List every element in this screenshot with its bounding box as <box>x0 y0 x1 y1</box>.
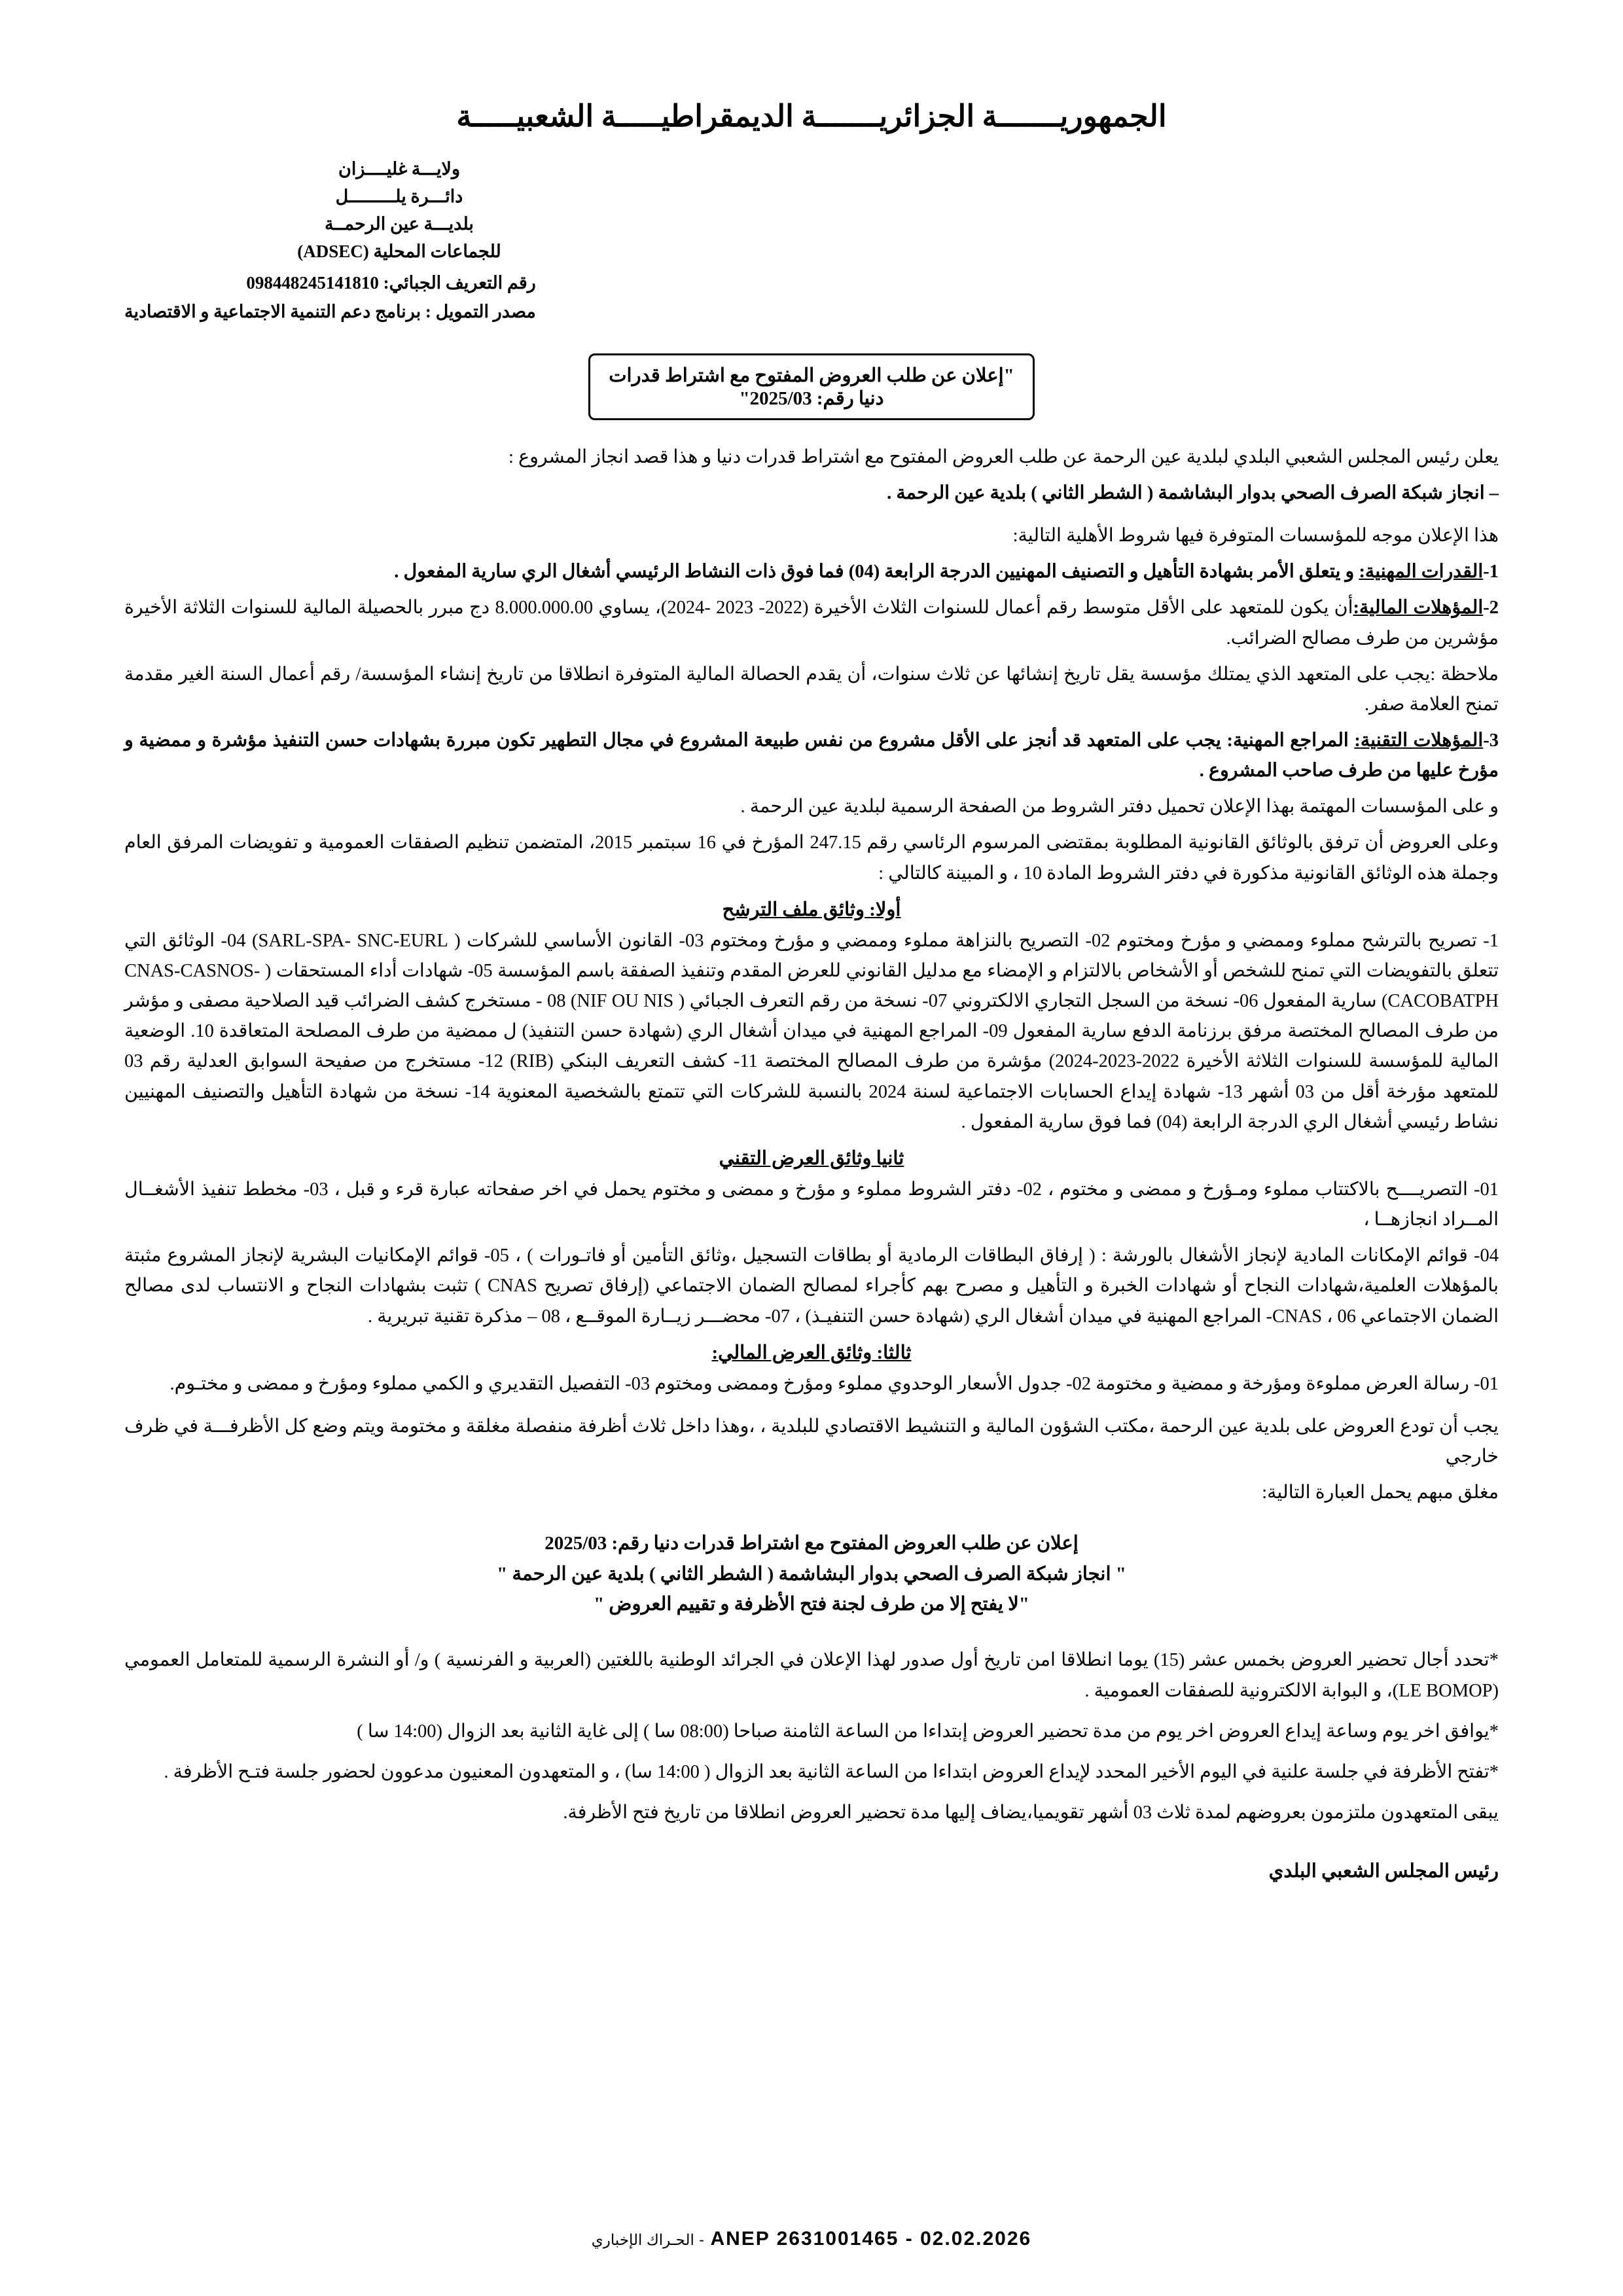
condition-1-label: القدرات المهنية: <box>1359 562 1484 583</box>
condition-1-prefix: 1- <box>1483 562 1499 583</box>
meta-left-col <box>124 269 536 325</box>
header-line-daira: دائـــرة يلـــــــــل <box>335 186 463 206</box>
condition-1-text: و يتعلق الأمر بشهادة التأهيل و التصنيف المهنيين الدرجة الرابعة (04) فما فوق ذات النشاط الرئيسي أشغال الري سارية المفعول . <box>394 562 1359 583</box>
note-deadline: *تحدد أجال تحضير العروض بخمس عشر (15) يوما انطلاقا امن تاريخ أول صدور لهذا الإعلان في الجرائد الوطنية باللغتين (العربية و الفرنسية ) و/ أو النشرة الرسمية للمتعامل العمومي (LE BOMOP)، و البوابة الالكترونية للصفقات العمومية . <box>124 1650 1499 1701</box>
envelope-line-2: " انجاز شبكة الصرف الصحي بدوار البشاشمة ( الشطر الثاني ) بلدية عين الرحمة " <box>497 1563 1126 1585</box>
project-line: – انجاز شبكة الصرف الصحي بدوار البشاشمة ( الشطر الثاني ) بلدية عين الرحمة . <box>887 482 1499 503</box>
funding-source: مصدر التمويل : برنامج دعم التنمية الاجتماعية و الاقتصادية <box>124 301 536 321</box>
section-body-candidature: 1- تصريح بالترشح مملوء وممضي و مؤرخ ومختوم 02- التصريح بالنزاهة مملوء وممضي و مؤرخ ومختوم 03- القانون الأساسي للشركات ( SARL-SPA- SNC-EURL) 04- الوثائق التي تتعلق بالتفويضات التي تمنح للشخص أو الأشخاص بالالتزام و الإمضاء مع مدليل القانوني للعرض المقدم وتنفيذ الصفقة باسم المؤسسة 05- شهادات أداء المستحقات ( CNAS-CASNOS-CACOBATPH) سارية المفعول 06- نسخة من السجل التجاري الالكتروني 07- نسخة من رقم التعرف الجبائي ( NIF OU NIS) 08 - مستخرج كشف الضرائب قيد الصلاحية مصفى و مؤشر من طرف المصالح المختصة مرفق برزنامة الدفع سارية المفعول 09- المراجع المهنية في ميدان أشغال الري (شهادة حسن التنفيذ) ل ممضية من طرف المصلحة المتعاقدة 10. الوضعية المالية للمؤسسة للسنوات الثلاثة الأخيرة 2022-2023-2024) مؤشرة من طرف المصالح المختصة 11- كشف التعريف البنكي (RIB) 12- مستخرج من صفيحة السوابق العدلية رقم 03 للمتعهد مؤرخة أقل من 03 أشهر 13- شهادة إيداع الحسابات الاجتماعية لسنة 2024 بالنسبة للشركات التي تتمتع بالشخصية المعنوية 14- نسخة من شهادة التأهيل والتصنيف المهنيين نشاط رئيسي أشغال الري الدرجة الرابعة (04) فما فوق سارية المفعول . <box>124 930 1499 1132</box>
download-line: و على المؤسسات المهتمة بهذا الإعلان تحميل دفتر الشروط من الصفحة الرسمية لبلدية عين الرحمة . <box>740 797 1499 817</box>
signature-line: رئيس المجلس الشعبي البلدي <box>1268 1861 1499 1882</box>
fiscal-id: رقم التعريف الجبائي: 098448245141810 <box>246 273 536 293</box>
deposit-line: يجب أن تودع العروض على بلدية عين الرحمة ،مكتب الشؤون المالية و التنشيط الاقتصادي للبلدية ، ،وهذا داخل ثلاث أظرفة منفصلة مغلقة و مختومة ويتم وضع كل الأظرفـــة في ظرف خارجي <box>124 1416 1499 1467</box>
eligibility-intro: هذا الإعلان موجه للمؤسسات المتوفرة فيها شروط الأهلية التالية: <box>1012 526 1499 547</box>
condition-1 <box>124 557 1499 587</box>
meta-row <box>124 269 1499 325</box>
section-body-technical-1: 01- التصريــــح بالاكتتاب مملوء ومـؤرخ و ممضى و مختوم ، 02- دفتر الشروط مملوء و مؤرخ و ممضى و مختوم يحمل في اخر صفحاته عبارة قرء و قبل ، 03- مخطط تنفيذ الأشغــال المــراد انجازهــا ، <box>124 1179 1499 1230</box>
notes-block <box>124 1645 1499 1828</box>
section-heading-financial: ثالثا: وثائق العرض المالي: <box>711 1342 912 1363</box>
header-line-wilaya: ولايـــة غليــــزان <box>338 159 460 179</box>
sealed-line: مغلق مبهم يحمل العبارة التالية: <box>1262 1482 1499 1503</box>
note-validity: يبقى المتعهدون ملتزمون بعروضهم لمدة ثلاث 03 أشهر تقويميا،يضاف إليها مدة تحضير العروض انطلاقا من تاريخ فتح الأظرفة. <box>563 1803 1499 1823</box>
section-heading-candidature: أولا: وثائق ملف الترشح <box>722 899 901 920</box>
condition-3-text: المراجع المهنية: يجب على المتعهد قد أنجز على الأقل مشروع من نفس طبيعة المشروع في مجال التطهير تكون مبررة بشهادات حسن التنفيذ مؤشرة و ممضية و مؤرخ عليها من طرف صاحب المشروع . <box>124 730 1499 781</box>
intro-paragraph: يعلن رئيس المجلس الشعبي البلدي لبلدية عين الرحمة عن طلب العروض المفتوح مع اشتراط قدرات دنيا و هذا قصد انجاز المشروع : <box>508 446 1499 467</box>
page-title: الجمهوريـــــــة الجزائريـــــــة الديمقراطيـــــة الشعبيـــــة <box>456 99 1167 133</box>
envelope-line-1: إعلان عن طلب العروض المفتوح مع اشتراط قدرات دنيا رقم: 2025/03 <box>544 1533 1079 1554</box>
condition-3 <box>124 726 1499 786</box>
header-line-adsec: للجماعات المحلية (ADSEC) <box>297 241 501 261</box>
section-heading-technical: ثانيا وثائق العرض التقني <box>719 1147 904 1169</box>
announcement-title-box: "إعلان عن طلب العروض المفتوح مع اشتراط قدرات دنيا رقم: 2025/03" <box>588 353 1035 420</box>
note-submission-hours: *يوافق اخر يوم وساعة إيداع العروض اخر يوم من مدة تحضير العروض إبتداءا من الساعة الثامنة صباحا (08:00 سا ) إلى غاية الثانية بعد الزوال (14:00 سا ) <box>357 1721 1499 1742</box>
condition-2-text: أن يكون للمتعهد على الأقل متوسط رقم أعمال للسنوات الثلاث الأخيرة (2022- 2023 -2024)، يساوي 8.000.000.00 دج مبرر بالحصيلة المالية للسنوات الثلاثة الأخيرة مؤشرين من طرف مصالح الضرائب. <box>124 598 1499 649</box>
condition-3-prefix: 3- <box>1483 730 1499 751</box>
condition-2-label: المؤهلات المالية: <box>1353 598 1484 619</box>
section-body-technical-2: 04- قوائم الإمكانات المادية لإنجاز الأشغال بالورشة : ( إرفاق البطاقات الرمادية أو بطاقات التسجيل ،وثائق التأمين أو فاتـورات ) ، 05- قوائم الإمكانيات البشرية لإنجاز المشروع مثبتة بالمؤهلات العلمية،شهادات النجاح أو شهادات الخبرة و التأهيل و مصرح بهم كأجراء لمصالح الضمان الاجتماعي (إرفاق تصريح CNAS ) تثبت بشهادات النجاح و الانتساب لدى مصالح الضمان الاجتماعي CNAS ، 06- المراجع المهنية في ميدان أشغال الري (شهادة حسن التنفيـذ) ، 07- محضـــر زيــارة الموقــع ، 08 – مذكرة تقنية تبريرية . <box>124 1246 1499 1327</box>
header-line-baladia: بلديـــة عين الرحمــة <box>325 213 474 234</box>
footer-source: - الحـراك الإخباري <box>591 2231 705 2248</box>
footer-anep-ref: ANEP 2631001465 - 02.02.2026 <box>710 2228 1032 2250</box>
note-opening-session: *تفتح الأظرفة في جلسة علنية في اليوم الأخير المحدد لإيداع العروض ابتداءا من الساعة الثانية بعد الزوال ( 14:00 سا) ، و المتعهدون المعنيون مدعوون لحضور جلسة فتـح الأظرفة . <box>164 1761 1499 1782</box>
section-body-financial: 01- رسالة العرض مملوءة ومؤرخة و ممضية و مختومة 02- جدول الأسعار الوحدوي مملوء ومؤرخ وممضى ومختوم 03- التفصيل التقديري و الكمي مملوء ومؤرخ و ممضى و مختـوم. <box>169 1373 1499 1394</box>
legal-line: وعلى العروض أن ترفق بالوثائق القانونية المطلوبة بمقتضى المرسوم الرئاسي رقم 247.15 المؤرخ في 16 سبتمبر 2015، المتضمن تنظيم الصفقات العمومية و تفويضات المرفق العام وجملة هذه الوثائق القانونية مذكورة في دفتر الشروط المادة 10 ، و المبينة كالتالي : <box>124 833 1499 884</box>
condition-2-prefix: 2- <box>1483 598 1499 619</box>
note-paragraph: ملاحظة :يجب على المتعهد الذي يمتلك مؤسسة يقل تاريخ إنشائها عن ثلاث سنوات، أن يقدم الحصالة المالية المتوفرة انطلاقا من تاريخ إنشاء المؤسسة/ رقم أعمال السنة الغير مقدمة تمنح العلامة صفر. <box>124 664 1499 715</box>
administrative-header <box>124 156 674 265</box>
envelope-line-3: "لا يفتح إلا من طرف لجنة فتح الأظرفة و تقييم العروض " <box>594 1594 1029 1615</box>
condition-3-label: المؤهلات التقنية: <box>1354 730 1484 751</box>
envelope-text-block <box>124 1528 1499 1619</box>
condition-2 <box>124 593 1499 653</box>
footer <box>0 2228 1623 2250</box>
